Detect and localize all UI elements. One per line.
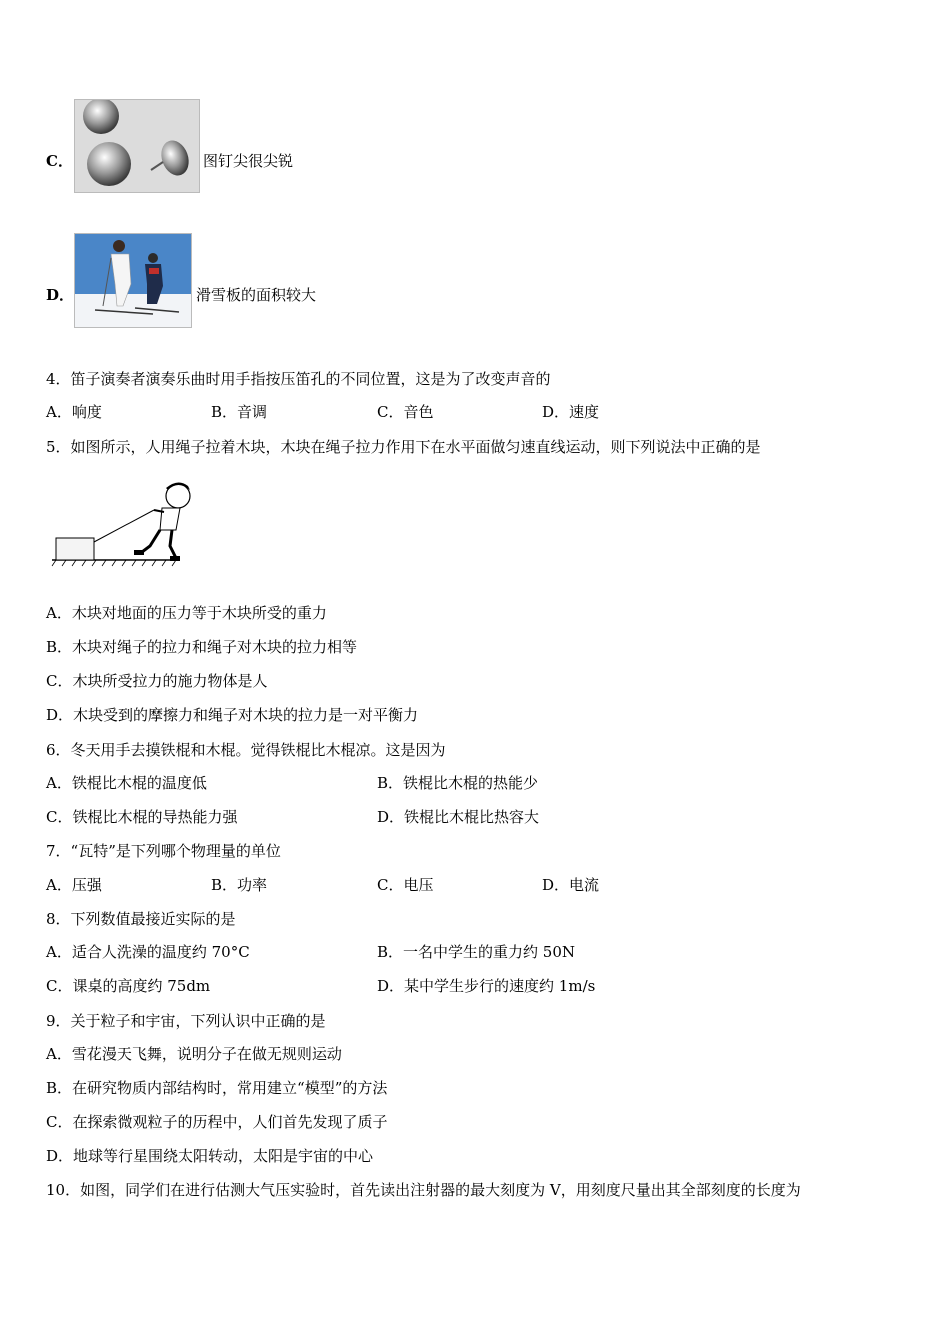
q5-option-d: D．木块受到的摩擦力和绳子对木块的拉力是一对平衡力	[46, 706, 419, 724]
q7-option-d: D．电流	[542, 876, 600, 894]
q4-option-a: A．响度	[46, 403, 102, 421]
q8-option-a: A．适合人洗澡的温度约 70°C	[46, 943, 250, 961]
q8-option-c: C．课桌的高度约 75dm	[46, 977, 211, 995]
q8-option-b: B．一名中学生的重力约 50N	[377, 943, 576, 961]
q5-option-c: C．木块所受拉力的施力物体是人	[46, 672, 268, 690]
option-c-text: 图钉尖很尖锐	[203, 152, 294, 170]
q9-option-a: A．雪花漫天飞舞，说明分子在做无规则运动	[46, 1045, 342, 1063]
question-8-stem: 8．下列数值最接近实际的是	[46, 910, 236, 928]
q5-option-b: B．木块对绳子的拉力和绳子对木块的拉力相等	[46, 638, 358, 656]
q9-option-c: C．在探索微观粒子的历程中，人们首先发现了质子	[46, 1113, 388, 1131]
pulling-block-figure	[50, 480, 200, 570]
person-pulling-block-icon	[50, 480, 200, 570]
q5-option-a: A．木块对地面的压力等于木块所受的重力	[46, 604, 327, 622]
skiers-photo	[74, 233, 192, 328]
q7-option-b: B．功率	[211, 876, 268, 894]
question-10-stem: 10．如图，同学们在进行估测大气压实验时，首先读出注射器的最大刻度为 V，用刻度尺量出其全部刻度的长度为	[46, 1181, 801, 1199]
q7-option-c: C．电压	[377, 876, 434, 894]
q7-option-a: A．压强	[46, 876, 102, 894]
question-7-stem: 7．“瓦特”是下列哪个物理量的单位	[46, 842, 281, 860]
q8-option-d: D．某中学生步行的速度约 1m/s	[377, 977, 596, 995]
q4-option-d: D．速度	[542, 403, 600, 421]
q6-option-b: B．铁棍比木棍的热能少	[377, 774, 539, 792]
question-9-stem: 9．关于粒子和宇宙，下列认识中正确的是	[46, 1012, 326, 1030]
option-c-letter: C．	[46, 152, 73, 170]
question-6-stem: 6．冬天用手去摸铁棍和木棍。觉得铁棍比木棍凉。这是因为	[46, 741, 446, 759]
q9-option-b: B．在研究物质内部结构时，常用建立“模型”的方法	[46, 1079, 388, 1097]
thumbtack-photo	[74, 99, 200, 193]
q4-option-c: C．音色	[377, 403, 434, 421]
q6-option-a: A．铁棍比木棍的温度低	[46, 774, 207, 792]
q9-option-d: D．地球等行星围绕太阳转动，太阳是宇宙的中心	[46, 1147, 374, 1165]
skiers-icon	[75, 234, 191, 327]
option-d-text: 滑雪板的面积较大	[196, 286, 317, 304]
thumbtack-icon	[75, 100, 199, 192]
q4-option-b: B．音调	[211, 403, 268, 421]
option-d-letter: D．	[46, 286, 75, 304]
q6-option-d: D．铁棍比木棍比热容大	[377, 808, 540, 826]
question-5-stem: 5．如图所示，人用绳子拉着木块，木块在绳子拉力作用下在水平面做匀速直线运动，则下列说法中正确的是	[46, 438, 761, 456]
question-4-stem: 4．笛子演奏者演奏乐曲时用手指按压笛孔的不同位置，这是为了改变声音的	[46, 370, 551, 388]
q6-option-c: C．铁棍比木棍的导热能力强	[46, 808, 238, 826]
